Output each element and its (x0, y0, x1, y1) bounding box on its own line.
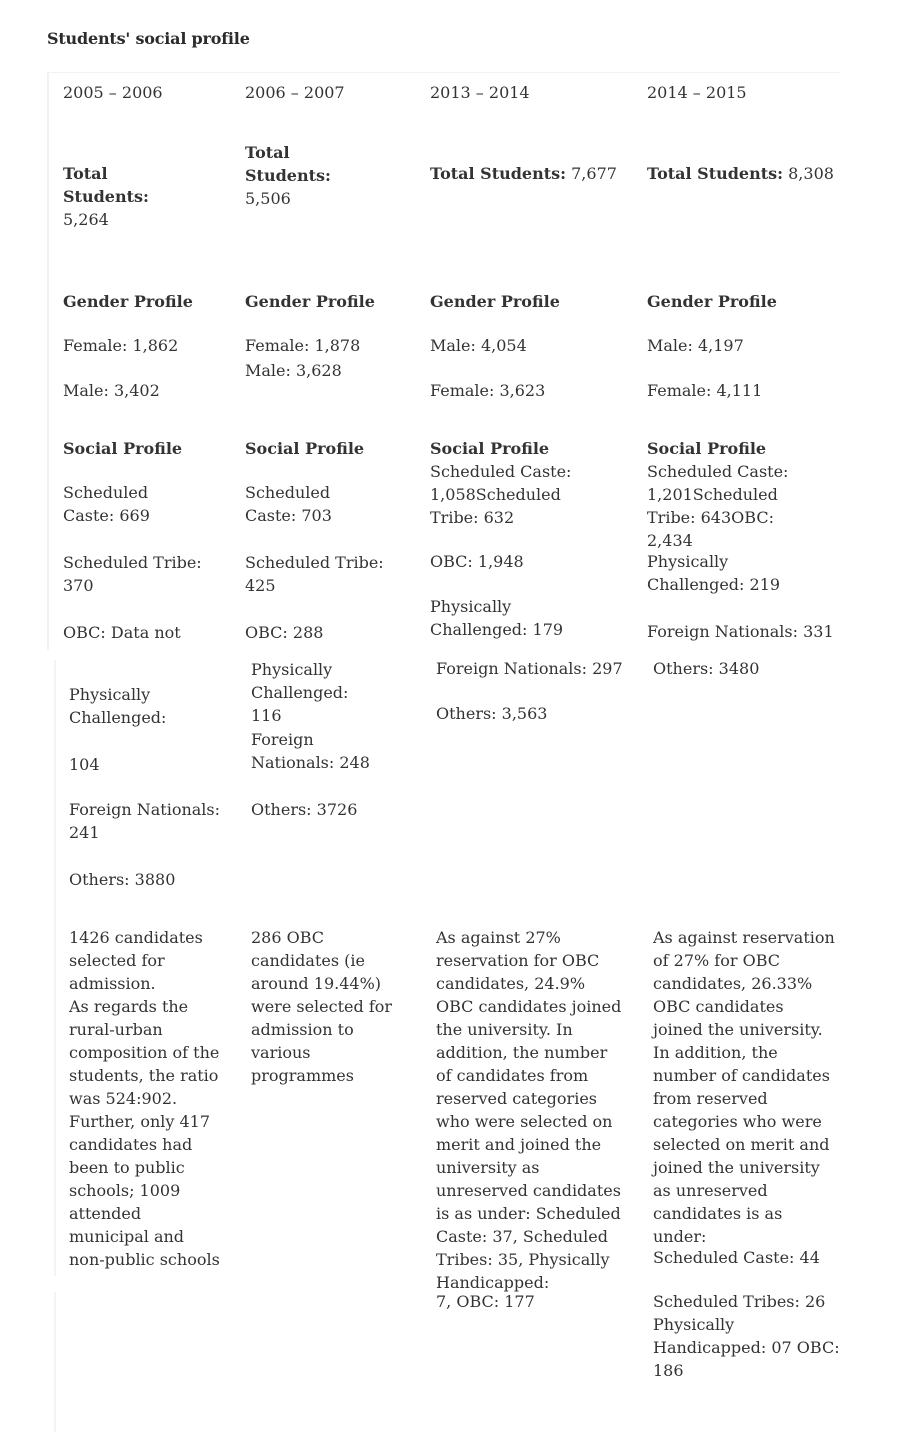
total-students-cell (63, 162, 193, 231)
physically-challenged: Physically Challenged: 116 (251, 660, 349, 725)
social-profile-heading: Social Profile (430, 439, 550, 458)
page-title: Students' social profile (47, 29, 250, 48)
note-text: 1426 candidates selected for admission. As regards the rural-urban composition of the students, the ratio was 524:902. Further, only 417 candidates had been to public schools; 1009 attended municipal and non-public schools (69, 928, 220, 1269)
total-students-label: Total Students: (63, 164, 149, 206)
social-profile-heading: Social Profile (245, 439, 365, 458)
table-left-border (47, 72, 49, 650)
gender-value: Female: 1,862 (63, 336, 179, 355)
scheduled-caste: Scheduled Caste: 703 (245, 483, 332, 525)
gender-value: Female: 4,111 (647, 381, 763, 400)
year-header: 2005 – 2006 (63, 83, 163, 102)
note-scheduled-caste: Scheduled Caste: 44 (653, 1248, 820, 1267)
year-header: 2006 – 2007 (245, 83, 345, 102)
obc: OBC: 288 (245, 623, 324, 642)
physically-challenged-value: 104 (69, 755, 100, 774)
gender-value: Male: 4,197 (647, 336, 744, 355)
total-students-cell (245, 141, 375, 210)
note-text: As against 27% reservation for OBC candidates, 24.9% OBC candidates joined the university. In addition, the number of candidates from reserved categories who were selected on merit and joined the university as unreserved candidates is as under: Scheduled Caste: 37, Scheduled Tribes: 35, Physically Handicapped: (436, 928, 622, 1292)
physically-challenged: Physically Challenged: 179 (430, 597, 564, 639)
total-students-value: 8,308 (788, 164, 834, 183)
gender-profile-heading: Gender Profile (430, 292, 560, 311)
total-students-value: 5,506 (245, 189, 291, 208)
note-text: As against reservation of 27% for OBC candidates, 26.33% OBC candidates joined the university. In addition, the number of candidates from reserved categories who were selected on merit and joined the university as unreserved candidates is as under: (653, 928, 835, 1246)
gender-value: Male: 3,628 (245, 361, 342, 380)
scheduled-caste-tribe-obc: Scheduled Caste: 1,201Scheduled Tribe: 643OBC: 2,434 (647, 462, 789, 550)
gender-value: Male: 4,054 (430, 336, 527, 355)
scheduled-caste-tribe: Scheduled Caste: 1,058Scheduled Tribe: 632 (430, 462, 572, 527)
foreign-nationals: Foreign Nationals: 248 (251, 730, 370, 772)
others: Others: 3,563 (436, 704, 548, 723)
social-profile-heading: Social Profile (647, 439, 767, 458)
note-text-continued: 7, OBC: 177 (436, 1292, 535, 1311)
table-top-border (47, 72, 840, 73)
scheduled-tribe: Scheduled Tribe: 370 (63, 553, 202, 595)
gender-profile-heading: Gender Profile (63, 292, 193, 311)
foreign-nationals: Foreign Nationals: 241 (69, 800, 221, 842)
physically-challenged: Physically Challenged: 219 (647, 552, 781, 594)
others: Others: 3726 (251, 800, 358, 819)
total-students-value: 5,264 (63, 210, 109, 229)
year-header: 2013 – 2014 (430, 83, 530, 102)
physically-challenged: Physically Challenged: (69, 685, 167, 727)
total-students-label: Total Students: (647, 164, 784, 183)
others: Others: 3880 (69, 870, 176, 889)
gender-value: Female: 3,623 (430, 381, 546, 400)
total-students-label: Total Students: (430, 164, 567, 183)
gender-value: Male: 3,402 (63, 381, 160, 400)
scheduled-caste: Scheduled Caste: 669 (63, 483, 150, 525)
social-profile-heading: Social Profile (63, 439, 183, 458)
obc: OBC: Data not (63, 623, 181, 642)
year-header: 2014 – 2015 (647, 83, 747, 102)
gender-value: Female: 1,878 (245, 336, 361, 355)
note-text: 286 OBC candidates (ie around 19.44%) were selected for admission to various programmes (251, 928, 393, 1085)
foreign-nationals: Foreign Nationals: 331 (647, 622, 834, 641)
table-left-border (54, 1292, 56, 1432)
foreign-nationals: Foreign Nationals: 297 (436, 659, 623, 678)
note-text-continued: Scheduled Tribes: 26 Physically Handicapped: 07 OBC: 186 (653, 1292, 840, 1380)
total-students-value: 7,677 (571, 164, 617, 183)
table-left-border (54, 660, 56, 1276)
gender-profile-heading: Gender Profile (647, 292, 777, 311)
gender-profile-heading: Gender Profile (245, 292, 375, 311)
total-students-cell (430, 162, 630, 185)
others: Others: 3480 (653, 659, 760, 678)
total-students-label: Total Students: (245, 143, 331, 185)
obc: OBC: 1,948 (430, 552, 524, 571)
scheduled-tribe: Scheduled Tribe: 425 (245, 553, 384, 595)
total-students-cell (647, 162, 842, 185)
